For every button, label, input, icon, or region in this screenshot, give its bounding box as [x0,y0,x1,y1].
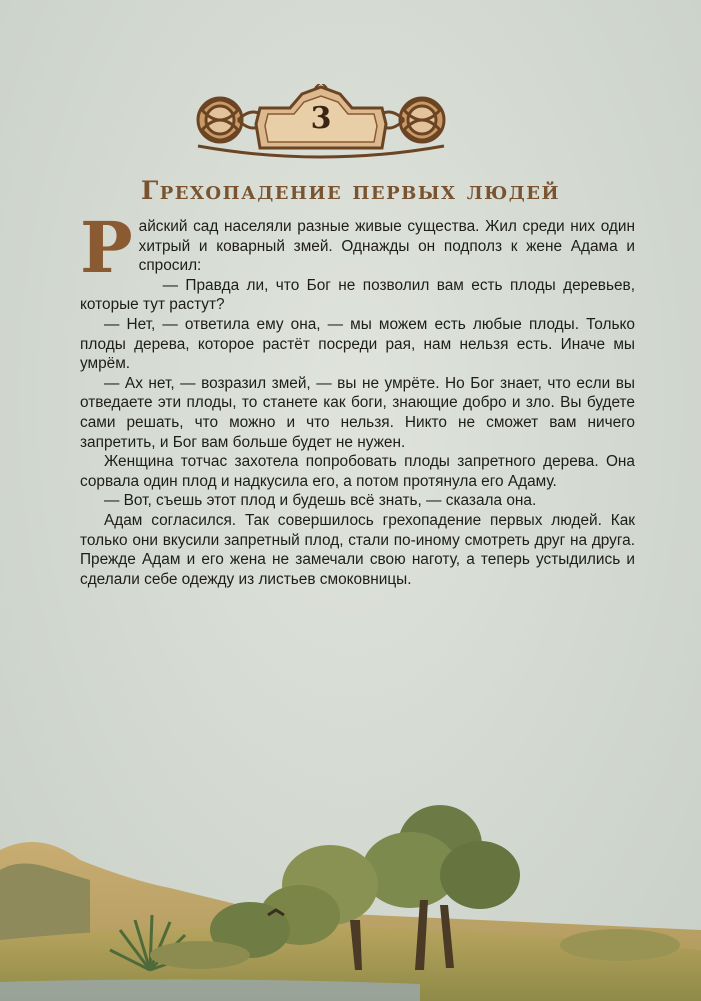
paragraph: Женщина тотчас захотела попробовать плоды запретного дерева. Она сорвала один плод и надкусила его, а потом протянула его Адаму. [80,453,635,490]
chapter-title: Грехопадение первых людей [140,176,561,205]
chapter-number: 3 [310,101,332,136]
landscape-painting [0,770,701,1001]
paragraph: — Нет, — ответила ему она, — мы можем есть любые плоды. Только плоды дерева, которое растёт посреди рая, нам нельзя есть. Иначе мы умрём. [80,315,635,373]
paragraph: — Правда ли, что Бог не позволил вам есть плоды деревьев, которые тут растут? [80,276,635,314]
paragraph: Райский сад населяли разные живые существа. Жил среди них один хитрый и коварный змей. Однажды он подполз к жене Адама и спросил: [80,206,635,289]
chapter-emblem [190,84,452,162]
chapter-text [80,206,635,589]
paragraph: Адам согласился. Так совершилось грехопадение первых людей. Как только они вкусили запретный плод, стали по-иному смотреть друг на друга. Прежде Адам и его жена не замечали свою наготу, а теперь устыдились и сделали себе одежду из листьев смоковницы. [80,511,635,588]
landscape-illustration [0,770,701,1001]
paragraph: — Вот, съешь этот плод и будешь всё знать, — сказала она. [104,492,537,510]
paragraph: — Ах нет, — возразил змей, — вы не умрёте. Но Бог знает, что если вы отведаете эти плоды, то станете как боги, знающие добро и зло. Вы будете сами решать, что можно и что нельзя. Никто не сможет вам ничего запретить, и Бог вам больше будет не нужен. [80,374,635,451]
drop-cap: Р [80,206,133,289]
